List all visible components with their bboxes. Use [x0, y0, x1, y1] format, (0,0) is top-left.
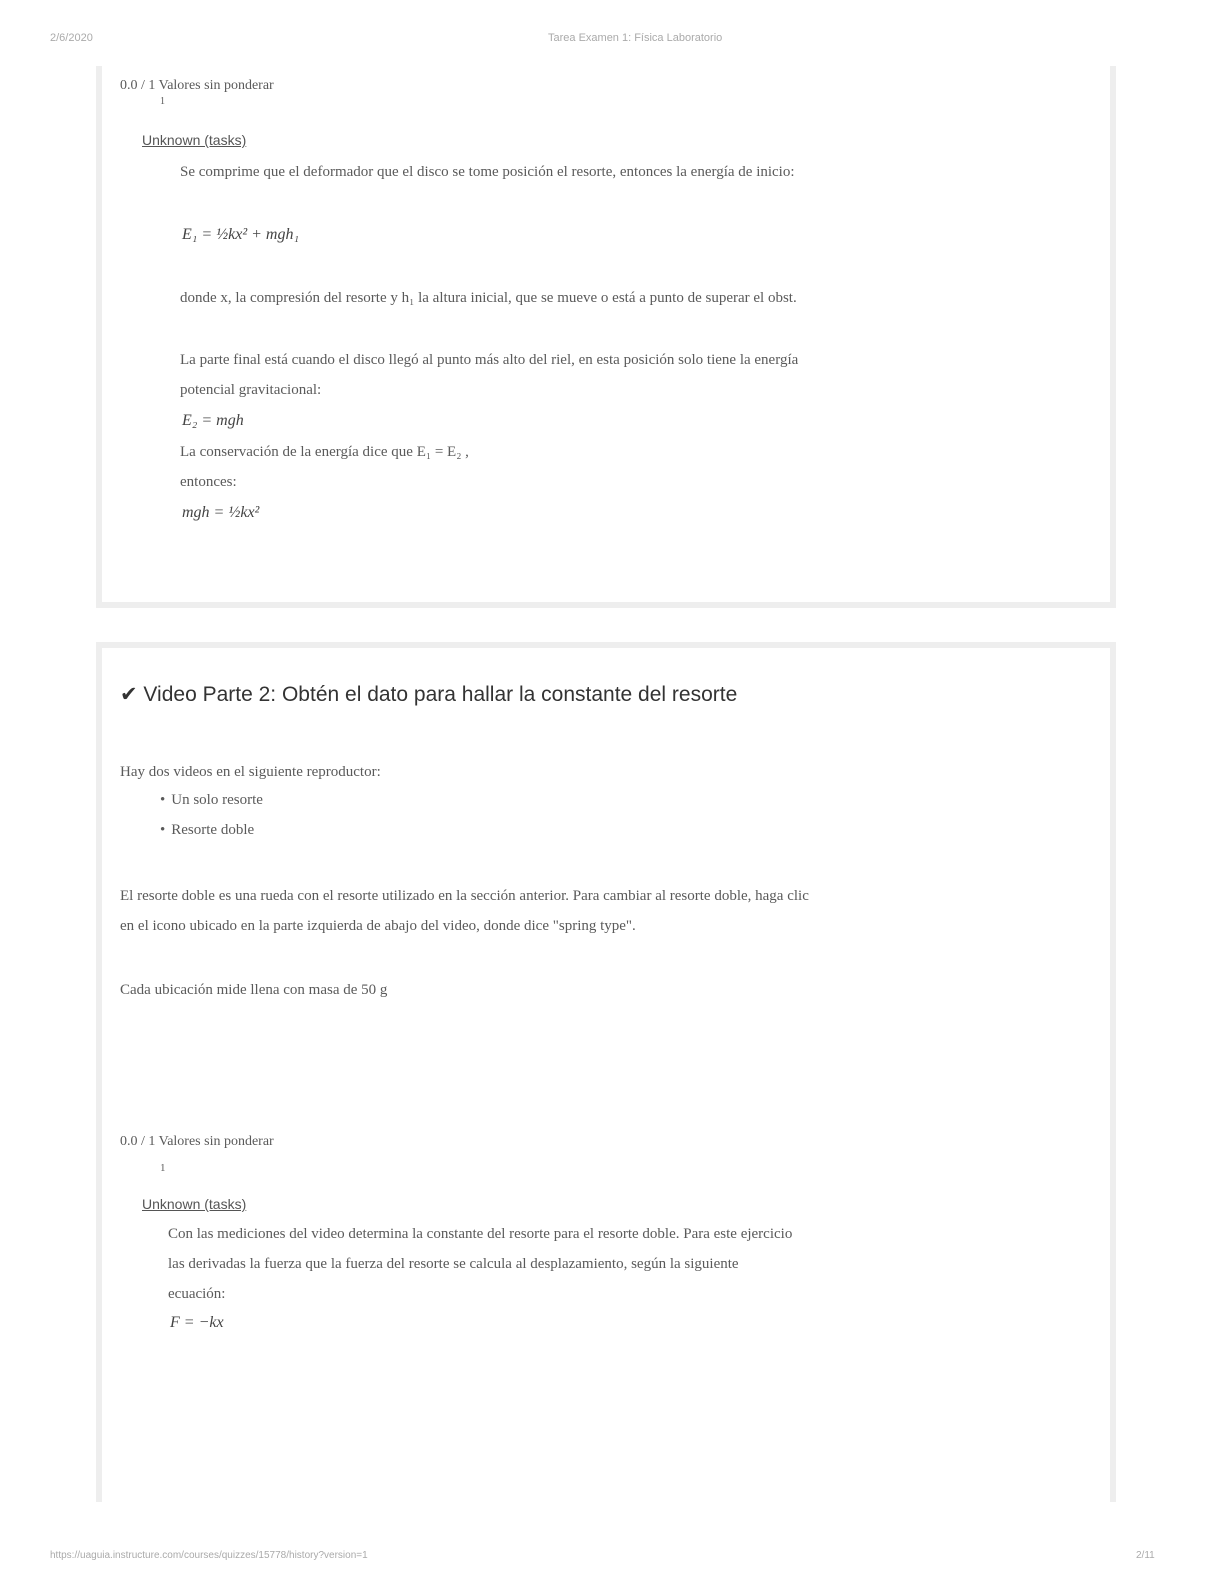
- footer-url: https://uaguia.instructure.com/courses/quizzes/15778/history?version=1: [50, 1550, 368, 1561]
- equation-energy-final: E₂ = mgh: [182, 412, 244, 429]
- equation-result: mgh = ½kx²: [182, 504, 260, 521]
- header-title: Tarea Examen 1: Física Laboratorio: [548, 32, 723, 44]
- explanation-line: las derivadas la fuerza que la fuerza del resorte se calcula al desplazamiento, según la siguiente: [168, 1256, 739, 1272]
- answer-score-line: 0.0 / 1 Valores sin ponderar: [120, 1134, 274, 1149]
- question-text: Cada ubicación mide llena con masa de 50 g: [120, 982, 388, 998]
- answer-card-1: [96, 66, 1116, 608]
- answer-label: Unknown (tasks): [142, 1196, 247, 1212]
- answer-score-line: 0.0 / 1 Valores sin ponderar: [120, 78, 274, 93]
- answer-marker: 1: [160, 1162, 166, 1174]
- explanation-line: potencial gravitacional:: [180, 382, 322, 398]
- explanation-line: Con las mediciones del video determina la constante del resorte para el resorte doble. Para este ejercicio: [168, 1226, 793, 1242]
- explanation-line: Se comprime que el deformador que el disco se tome posición el resorte, entonces la energía de inicio:: [180, 164, 795, 180]
- header-date: 2/6/2020: [50, 32, 93, 44]
- question-paragraph: en el icono ubicado en la parte izquierda de abajo del video, donde dice "spring type".: [120, 918, 636, 934]
- answer-label: Unknown (tasks): [142, 132, 247, 148]
- explanation-line: entonces:: [180, 474, 237, 490]
- explanation-line: ecuación:: [168, 1286, 226, 1302]
- explanation-line: donde x, la compresión del resorte y h₁ la altura inicial, que se mueve o está a punto de superar el obst.: [180, 290, 797, 306]
- explanation-line: La parte final está cuando el disco llegó al punto más alto del riel, en esta posición solo tiene la energía: [180, 352, 799, 368]
- equation-hooke: F = −kx: [170, 1314, 224, 1331]
- answer-marker: 1: [160, 96, 165, 107]
- video-option-double: • Resorte doble: [160, 822, 254, 839]
- question-title: ✔ Video Parte 2: Obtén el dato para hallar la constante del resorte: [120, 683, 738, 706]
- footer-page: 2/11: [1136, 1550, 1155, 1561]
- video-option-single: • Un solo resorte: [160, 792, 263, 809]
- equation-energy-initial: E₁ = ½kx² + mgh₁: [182, 226, 300, 243]
- question-card-2: [96, 642, 1116, 1502]
- question-paragraph: El resorte doble es una rueda con el resorte utilizado en la sección anterior. Para cambiar al resorte doble, haga clic: [120, 888, 809, 904]
- explanation-line: La conservación de la energía dice que E₁ = E₂ ,: [180, 444, 469, 460]
- question-intro: Hay dos videos en el siguiente reproductor:: [120, 764, 381, 780]
